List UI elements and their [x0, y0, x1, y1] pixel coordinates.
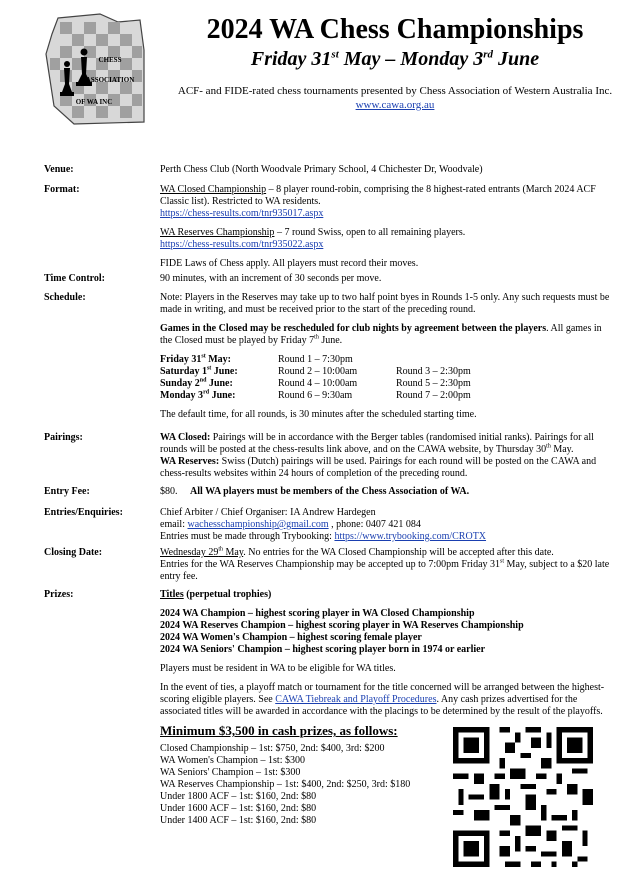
schedule-label: Schedule: — [44, 292, 86, 303]
bye-note: Note: Players in the Reserves may take up to two half point byes in Rounds 1-5 only. Any such requests must be made in writing, and must be received prior to the start of the preceding round. — [160, 292, 610, 315]
email-link[interactable]: wachesschampionship@gmail.com — [187, 519, 329, 530]
entry-fee-value: $80. All WA players must be members of the Chess Association of WA. — [160, 486, 470, 497]
residency-note: Players must be resident in WA to be eligible for WA titles. — [160, 663, 396, 674]
intro-text: ACF- and FIDE-rated chess tournaments presented by Chess Association of Western Australia Inc. www.cawa.org.au — [177, 85, 613, 111]
qr-code[interactable] — [448, 722, 598, 872]
format-value: WA Closed Championship – 8 player round-robin, comprising the 8 highest-rated entrants (March 2024 ACF Classic list). Restricted to WA residents. https://chess-results.com/tnr935017.aspx WA Reserves Championship – 7 round Swiss, open to all remaining players. https://chess-results.com/tnr935022.aspx FIDE Laws of Chess apply. All players must record their moves. — [160, 184, 610, 277]
page-title: 2024 WA Chess Championships — [206, 14, 584, 45]
schedule-day-row: Sunday 2nd June: Round 4 – 10:00am Round 5 – 2:30pm — [160, 377, 471, 389]
schedule-value — [160, 292, 610, 428]
schedule-day-row: Friday 31st May: Round 1 – 7:30pm — [160, 353, 353, 365]
reserves-title: WA Reserves Championship — [160, 227, 275, 238]
entries-value: Chief Arbiter / Chief Organiser: IA Andrew Hardegen email: wachesschampionship@gmail.com , phone: 0407 421 084 Entries must be made through Trybooking: https://www.trybooking.com/CROTX — [160, 507, 487, 542]
ties-note: In the event of ties, a playoff match or tournament for the title concerned will be arranged between the highest-scoring eligible players. See CAWA Tiebreak and Playoff Procedures. Any cash prizes advertised for the associated titles will be awarded in accordance with the placings to be determined by the result of the playoffs. — [160, 682, 605, 717]
event-dates: Friday 31st May – Monday 3rd June — [250, 48, 540, 70]
fide-note: FIDE Laws of Chess apply. All players must record their moves. — [160, 258, 419, 269]
closing-value: Wednesday 29th May. No entries for the WA Closed Championship will be accepted after this date. Entries for the WA Reserves Championship may be accepted up to 7:00pm Friday 31st May, subject to a $20 late entry fee. — [160, 546, 610, 582]
prizes-label: Prizes: — [44, 589, 74, 600]
entries-label: Entries/Enquiries: — [44, 507, 123, 518]
format-label: Format: — [44, 184, 80, 195]
closed-results-link[interactable]: https://chess-results.com/tnr935017.aspx — [160, 208, 324, 219]
schedule-day-row: Monday 3rd June: Round 6 – 9:30am Round 7 – 2:00pm — [160, 389, 471, 401]
schedule-day-row: Saturday 1st June: Round 2 – 10:00am Round 3 – 2:30pm — [160, 365, 471, 377]
logo-text-chess: CHESS — [98, 56, 122, 64]
closing-label: Closing Date: — [44, 547, 103, 558]
default-time-note: The default time, for all rounds, is 30 minutes after the scheduled starting time. — [160, 409, 477, 420]
venue-value: Perth Chess Club (North Woodvale Primary School, 4 Chichester Dr, Woodvale) — [160, 164, 483, 175]
tiebreak-procedures-link[interactable]: CAWA Tiebreak and Playoff Procedures — [275, 694, 437, 705]
venue-label: Venue: — [44, 164, 74, 175]
schedule-table — [160, 354, 471, 402]
time-control-label: Time Control: — [44, 273, 106, 284]
cash-prizes-heading: Minimum $3,500 in cash prizes, as follows: — [160, 723, 398, 738]
pairings-value: WA Closed: Pairings will be in accordance with the Berger tables (randomised initial ranks). Pairings for all rounds will be posted at the chess-results link above, and on the CAWA website, by Thursday 30th May. WA Reserves: Swiss (Dutch) pairings will be used. Pairings for each round will be posted on the CAWA and chess-results websites within 24 hours of completion of the preceding round. — [160, 432, 597, 479]
header — [0, 0, 643, 140]
entry-fee-label: Entry Fee: — [44, 486, 90, 497]
logo-text-wa-inc: OF WA INC — [75, 98, 113, 106]
cawa-logo — [40, 10, 150, 128]
reschedule-note: Games in the Closed may be rescheduled for club nights by agreement between the players. All games in the Closed must be played by Friday 7th June. — [160, 323, 602, 346]
pairings-label: Pairings: — [44, 432, 83, 443]
cash-prizes-list: Closed Championship – 1st: $750, 2nd: $400, 3rd: $200 WA Women's Champion – 1st: $300 WA Seniors' Champion – 1st: $300 WA Reserves Championship – 1st: $400, 2nd: $250, 3rd: $180 Under 1800 ACF – 1st: $160, 2nd: $80 Under 1600 ACF – 1st: $160, 2nd: $80 Under 1400 ACF – 1st: $160, 2nd: $80 — [160, 743, 411, 826]
closed-title: WA Closed Championship — [160, 184, 267, 195]
titles-list: 2024 WA Champion – highest scoring player in WA Closed Championship 2024 WA Reserves Champion – highest scoring player in WA Reserves Championship 2024 WA Women's Champion – highest scoring female player 2024 WA Seniors' Champion – highest scoring player born in 1974 or earlier — [160, 608, 524, 655]
reserves-results-link[interactable]: https://chess-results.com/tnr935022.aspx — [160, 239, 324, 250]
time-control-value: 90 minutes, with an increment of 30 seconds per move. — [160, 273, 382, 284]
website-link[interactable]: www.cawa.org.au — [355, 99, 435, 111]
trybooking-link[interactable]: https://www.trybooking.com/CROTX — [334, 531, 487, 542]
logo-text-association: ASSOCIATION — [85, 76, 135, 84]
prizes-value: Titles (perpetual trophies) 2024 WA Champion – highest scoring player in WA Closed Championship 2024 WA Reserves Champion – highest scoring player in WA Reserves Championship 2024 WA Women's Champion – highest scoring female player 2024 WA Seniors' Champion – highest scoring player born in 1974 or earlier Players must be resident in WA to be eligible for WA titles. In the event of ties, a playoff match or tournament for the title concerned will be arranged between the highest-scoring eligible players. See CAWA Tiebreak and Playoff Procedures. Any cash prizes advertised for the associated titles will be awarded in accordance with the placings to be determined by the result of the playoffs. Minimum $3,500 in cash prizes, as follows: Closed Championship – 1st: $750, 2nd: $400, 3rd: $200 WA Women's Champion – 1st: $300 WA Seniors' Champion – 1st: $300 WA Reserves Championship – 1st: $400, 2nd: $250, 3rd: $180 Under 1800 ACF – 1st: $160, 2nd: $80 Under 1600 ACF – 1st: $160, 2nd: $80 Under 1400 ACF – 1st: $160, 2nd: $80 — [160, 589, 610, 827]
